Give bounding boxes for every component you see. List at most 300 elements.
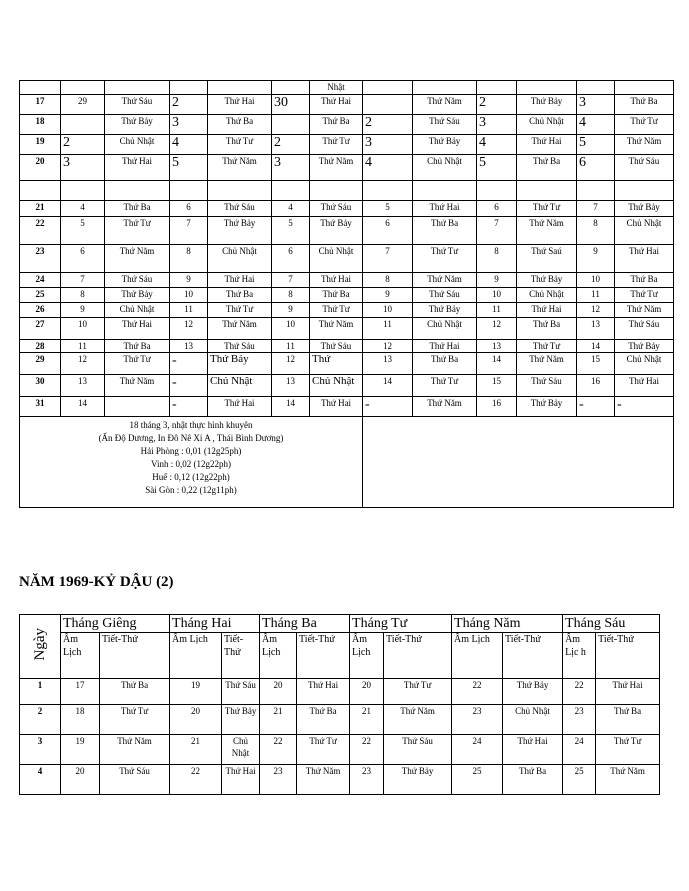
sub-header: Âm Lịch (61, 633, 100, 679)
day-cell: 2 (20, 705, 61, 735)
table-cell: Chủ Nhật (208, 375, 272, 397)
sub-header-row (20, 633, 660, 679)
table-cell: Thứ Sáu (105, 95, 170, 115)
table-cell: Thứ Sáu (222, 679, 260, 705)
table-cell: 18 (61, 705, 100, 735)
table-cell: Thứ Tư (517, 201, 577, 217)
table-cell: 9 (577, 245, 615, 273)
table-row (20, 397, 674, 417)
table-cell: 19 (61, 735, 100, 765)
table-cell: 10 (170, 288, 208, 303)
table-cell: 22 (350, 735, 384, 765)
table-cell: Chủ Nhật (517, 115, 577, 135)
table-cell: Thứ Sáu (310, 201, 363, 217)
table-cell: Thứ Ba (105, 201, 170, 217)
table-cell (363, 81, 413, 95)
table-cell: Thứ Ba (615, 273, 674, 288)
table-cell: 3 (477, 115, 517, 135)
table-cell: Thứ Ba (310, 288, 363, 303)
table-cell: 5 (272, 217, 310, 245)
calendar-table-part2 (19, 614, 660, 795)
table-cell (310, 181, 363, 201)
table-cell: Thứ Năm (615, 303, 674, 318)
table-cell: Thứ Ba (100, 679, 170, 705)
table-cell: Thứ Bảy (615, 201, 674, 217)
day-header-label: Ngày (31, 627, 48, 661)
table-cell: Thứ (310, 353, 363, 375)
month-header: Tháng Giêng (61, 615, 170, 633)
table-cell: Thứ Sáu (384, 735, 452, 765)
table-row (20, 765, 660, 795)
table-cell: Chủ Nhật (615, 217, 674, 245)
day-cell: 25 (20, 288, 61, 303)
note-row (20, 417, 674, 508)
day-cell: 18 (20, 115, 61, 135)
table-cell: 8 (363, 273, 413, 288)
table-cell: 6 (477, 201, 517, 217)
table-row (20, 735, 660, 765)
table-cell: Thứ Bảy (615, 340, 674, 353)
table-cell: 7 (577, 201, 615, 217)
day-cell: 1 (20, 679, 61, 705)
table-cell: 23 (563, 705, 596, 735)
table-cell: Thứ Hai (310, 273, 363, 288)
table-cell: - (170, 375, 208, 397)
table-cell: Thứ Tư (105, 353, 170, 375)
table-cell: 8 (577, 217, 615, 245)
table-cell: 4 (363, 155, 413, 181)
sub-header: Âm Lịc h (563, 633, 596, 679)
calendar-table-part1 (19, 80, 674, 508)
table-cell: 7 (170, 217, 208, 245)
sub-header: Âm Lịch (452, 633, 503, 679)
table-cell: 23 (452, 705, 503, 735)
table-cell: 3 (577, 95, 615, 115)
table-cell (363, 181, 413, 201)
table-cell: 10 (577, 273, 615, 288)
table-cell: 21 (170, 735, 222, 765)
table-cell: 4 (61, 201, 105, 217)
table-cell: - (615, 397, 674, 417)
table-cell (615, 181, 674, 201)
table-cell: Thứ Sáu (310, 340, 363, 353)
table-cell: Thứ Hai (222, 765, 260, 795)
table-cell: 20 (170, 705, 222, 735)
table-cell: 12 (61, 353, 105, 375)
table-cell: Thứ Sáu (208, 201, 272, 217)
table-row (20, 135, 674, 155)
table-cell: Chủ Nhật (413, 318, 477, 340)
table-cell (61, 115, 105, 135)
note-line: Vinh : 0,02 (12g22ph) (151, 459, 231, 469)
table-cell: Thứ Tư (615, 115, 674, 135)
table-cell: Thứ Bảy (208, 353, 272, 375)
table-cell (105, 81, 170, 95)
sub-header: Tiết-Thứ (384, 633, 452, 679)
table-cell: 7 (272, 273, 310, 288)
table-cell (272, 115, 310, 135)
table-row (20, 155, 674, 181)
day-cell (20, 81, 61, 95)
table-row (20, 705, 660, 735)
day-cell (20, 181, 61, 201)
table-cell: Chủ Nhật (208, 245, 272, 273)
note-line: 18 tháng 3, nhật thực hình khuyên (129, 420, 253, 430)
table-cell: 23 (350, 765, 384, 795)
table-cell: 23 (260, 765, 297, 795)
table-cell: Chủ Nhật (105, 303, 170, 318)
table-cell: 14 (477, 353, 517, 375)
table-cell: Chủ Nhật (310, 375, 363, 397)
table-cell: 6 (272, 245, 310, 273)
table-cell: Thứ Hai (615, 375, 674, 397)
table-cell: 14 (577, 340, 615, 353)
table-cell: Thứ Ba (413, 217, 477, 245)
month-header: Tháng Hai (170, 615, 260, 633)
day-cell: 21 (20, 201, 61, 217)
table-cell: 5 (170, 155, 208, 181)
table-cell: Thứ Bảy (517, 397, 577, 417)
table-cell: Chủ Nhật (503, 705, 563, 735)
table-cell (517, 181, 577, 201)
table-cell: 20 (260, 679, 297, 705)
table-cell (477, 181, 517, 201)
table-cell (208, 181, 272, 201)
sub-header: Tiết-Thứ (222, 633, 260, 679)
table-cell: 13 (363, 353, 413, 375)
table-cell: Thứ Ba (208, 288, 272, 303)
table-cell: Thứ Ba (517, 318, 577, 340)
table-cell: Thứ Sáu (208, 340, 272, 353)
table-cell: Thứ Bảy (105, 288, 170, 303)
table-row (20, 353, 674, 375)
table-cell: 8 (170, 245, 208, 273)
table-row (20, 201, 674, 217)
table-cell (413, 81, 477, 95)
table-cell: Thứ Bảy (413, 135, 477, 155)
table-cell: Thứ Năm (517, 353, 577, 375)
day-cell: 29 (20, 353, 61, 375)
table-cell: Thứ Bảy (208, 217, 272, 245)
day-cell: 26 (20, 303, 61, 318)
table-cell: Thứ Sáu (100, 765, 170, 795)
table-cell: Chủ Nhật (222, 735, 260, 765)
table-cell: Thứ Năm (596, 765, 660, 795)
month-header-row (20, 615, 660, 633)
table-cell: 4 (577, 115, 615, 135)
table-row (20, 81, 674, 95)
table-cell: 24 (563, 735, 596, 765)
table-cell: 11 (170, 303, 208, 318)
table-cell: 14 (61, 397, 105, 417)
table-cell: 29 (61, 95, 105, 115)
day-cell: 30 (20, 375, 61, 397)
table-cell: Thứ Hai (310, 397, 363, 417)
table-cell: Thứ Tư (310, 135, 363, 155)
table-cell: 16 (477, 397, 517, 417)
table-cell: 11 (577, 288, 615, 303)
day-cell: 3 (20, 735, 61, 765)
table-cell (61, 181, 105, 201)
table-cell: 4 (477, 135, 517, 155)
table-cell: Thứ Saú (517, 245, 577, 273)
month-header: Tháng Sáu (563, 615, 660, 633)
table-cell (105, 397, 170, 417)
table-cell: Thứ Hai (310, 95, 363, 115)
table-cell: 13 (272, 375, 310, 397)
table-cell: Thứ Tư (384, 679, 452, 705)
table-cell (517, 81, 577, 95)
table-row (20, 217, 674, 245)
table-cell: 5 (363, 201, 413, 217)
table-cell: - (170, 353, 208, 375)
table-cell: 10 (363, 303, 413, 318)
table-cell (272, 181, 310, 201)
table-cell: Thứ Bảy (503, 679, 563, 705)
table-cell: 7 (61, 273, 105, 288)
table-row (20, 245, 674, 273)
table-cell: 11 (477, 303, 517, 318)
table-cell: Thứ Bảy (517, 273, 577, 288)
table-cell: 13 (170, 340, 208, 353)
month-header: Tháng Ba (260, 615, 350, 633)
table-cell: 22 (170, 765, 222, 795)
table-cell: Thứ Ba (596, 705, 660, 735)
table-cell: 5 (477, 155, 517, 181)
sub-header: Âm Lịch (350, 633, 384, 679)
table-cell (615, 81, 674, 95)
table-cell: 3 (363, 135, 413, 155)
table-row (20, 340, 674, 353)
table-cell: 8 (272, 288, 310, 303)
section-title: NĂM 1969-KỶ DẬU (2) (19, 574, 174, 590)
table-cell: Thứ Hai (413, 201, 477, 217)
table-cell: Thứ Hai (503, 735, 563, 765)
table-cell: 15 (577, 353, 615, 375)
table-cell: Thứ Ba (208, 115, 272, 135)
table-cell: Thứ Bảy (105, 115, 170, 135)
table-cell: 25 (452, 765, 503, 795)
table-row (20, 95, 674, 115)
table-cell: Thứ Ba (413, 353, 477, 375)
month-header: Tháng Năm (452, 615, 563, 633)
table-cell: 6 (577, 155, 615, 181)
table-cell: Thứ Năm (517, 217, 577, 245)
table-cell: Thứ Tư (517, 340, 577, 353)
table-cell: 21 (260, 705, 297, 735)
sub-header: Âm Lịch (260, 633, 297, 679)
table-cell: 10 (61, 318, 105, 340)
table-row (20, 375, 674, 397)
table-cell: 22 (260, 735, 297, 765)
table-row (20, 181, 674, 201)
table-cell: Thứ Ba (297, 705, 350, 735)
table-cell: Thứ Ba (503, 765, 563, 795)
table-cell: 6 (363, 217, 413, 245)
table-cell: Thứ Hai (297, 679, 350, 705)
day-cell: 4 (20, 765, 61, 795)
table-cell (105, 181, 170, 201)
table-cell: Thứ Năm (310, 155, 363, 181)
table-row (20, 679, 660, 705)
table-cell: Thứ Hai (208, 273, 272, 288)
note-line: Sài Gòn : 0,22 (12g11ph) (145, 485, 237, 495)
table-cell: Thứ Năm (208, 155, 272, 181)
table-cell: Thứ Bảy (384, 765, 452, 795)
table-cell: 20 (350, 679, 384, 705)
table-cell: Thứ Bảy (222, 705, 260, 735)
table-cell: Thứ Sáu (413, 288, 477, 303)
table-cell: 7 (477, 217, 517, 245)
table-cell: Thứ Năm (208, 318, 272, 340)
sub-header: Tiết-Thứ (100, 633, 170, 679)
table-cell: 12 (577, 303, 615, 318)
table-cell: 15 (477, 375, 517, 397)
table-cell: Thứ Tư (413, 245, 477, 273)
empty-cell (363, 417, 674, 508)
table-cell: 20 (61, 765, 100, 795)
table-cell: 5 (61, 217, 105, 245)
table-cell: Thứ Hai (413, 340, 477, 353)
table-row (20, 288, 674, 303)
table-cell: Thứ Sáu (517, 375, 577, 397)
table-cell: Thứ Ba (615, 95, 674, 115)
table-cell: 2 (61, 135, 105, 155)
table-cell: 2 (363, 115, 413, 135)
table-cell: Thứ Tư (208, 135, 272, 155)
table-cell: Thứ Năm (100, 735, 170, 765)
day-cell: 27 (20, 318, 61, 340)
table-cell (170, 181, 208, 201)
day-cell: 22 (20, 217, 61, 245)
table-cell: - (577, 397, 615, 417)
table-cell: Thứ Hai (517, 303, 577, 318)
table-cell: 8 (477, 245, 517, 273)
day-cell: 28 (20, 340, 61, 353)
note-line: (Ấn Độ Dương, In Đô Nê Xi A , Thái Bình Dương) (98, 433, 284, 443)
table-cell: 11 (61, 340, 105, 353)
table-cell: 21 (350, 705, 384, 735)
table-cell: 25 (563, 765, 596, 795)
table-cell: Chủ Nhật (310, 245, 363, 273)
table-cell (577, 181, 615, 201)
eclipse-note (20, 417, 363, 508)
table-cell: Thứ Bảy (413, 303, 477, 318)
table-cell: Thứ Sáu (615, 155, 674, 181)
table-cell (577, 81, 615, 95)
table-cell: Thứ Ba (310, 115, 363, 135)
table-cell: 5 (577, 135, 615, 155)
note-line: Hải Phòng : 0,01 (12g25ph) (140, 446, 242, 456)
table-cell: Thứ Tư (310, 303, 363, 318)
table-cell: Thứ Năm (297, 765, 350, 795)
table-row (20, 303, 674, 318)
day-header (20, 615, 61, 679)
table-cell: - (170, 397, 208, 417)
table-cell: Thứ Tư (413, 375, 477, 397)
table-cell: - (363, 397, 413, 417)
table-cell: Thứ Hai (105, 318, 170, 340)
table-cell: 2 (477, 95, 517, 115)
table-cell: 10 (477, 288, 517, 303)
table-cell: Thứ Năm (413, 95, 477, 115)
table-cell: 9 (61, 303, 105, 318)
table-cell: 12 (477, 318, 517, 340)
table-cell: Thứ Tư (596, 735, 660, 765)
table-cell: Thứ Năm (413, 397, 477, 417)
table-cell: Thứ Hai (208, 397, 272, 417)
table-cell: Thứ Hai (208, 95, 272, 115)
table-cell: Thứ Bảy (517, 95, 577, 115)
table-cell: Thứ Tư (208, 303, 272, 318)
table-cell: Chủ Nhật (105, 135, 170, 155)
table-cell: Thứ Sáu (105, 273, 170, 288)
table-cell (272, 81, 310, 95)
table-cell: Thứ Hai (596, 679, 660, 705)
table-row (20, 318, 674, 340)
table-cell: Chủ Nhật (615, 353, 674, 375)
day-cell: 19 (20, 135, 61, 155)
table-cell: Thứ Năm (615, 135, 674, 155)
table-cell (413, 181, 477, 201)
table-cell: Thứ Hai (517, 135, 577, 155)
sub-header: Âm Lịch (170, 633, 222, 679)
table-cell: 2 (170, 95, 208, 115)
table-cell: Thứ Bảy (310, 217, 363, 245)
table-cell: 17 (61, 679, 100, 705)
table-cell: Thứ Ba (517, 155, 577, 181)
table-cell: Thứ Năm (310, 318, 363, 340)
table-cell: 9 (272, 303, 310, 318)
table-cell: Thứ Tư (100, 705, 170, 735)
day-cell: 20 (20, 155, 61, 181)
table-row (20, 115, 674, 135)
sub-header: Tiết-Thứ (503, 633, 563, 679)
table-cell: Thứ Năm (413, 273, 477, 288)
table-cell: Thứ Tư (105, 217, 170, 245)
table-row (20, 273, 674, 288)
day-cell: 31 (20, 397, 61, 417)
table-cell: 22 (563, 679, 596, 705)
table-cell: 2 (272, 135, 310, 155)
table-cell: Thứ Năm (384, 705, 452, 735)
table-cell: 7 (363, 245, 413, 273)
table-cell: 9 (363, 288, 413, 303)
table-cell: 12 (272, 353, 310, 375)
table-cell: Thứ Sáu (413, 115, 477, 135)
table-cell: Chủ Nhật (517, 288, 577, 303)
table-cell: 13 (61, 375, 105, 397)
sub-header: Tiết-Thứ (596, 633, 660, 679)
table-cell: 9 (170, 273, 208, 288)
table-cell: 13 (577, 318, 615, 340)
day-cell: 24 (20, 273, 61, 288)
table-cell: 11 (363, 318, 413, 340)
table-cell (208, 81, 272, 95)
table-cell: 24 (452, 735, 503, 765)
table-cell: 19 (170, 679, 222, 705)
table-cell: 3 (170, 115, 208, 135)
table-cell: 9 (477, 273, 517, 288)
table-cell: Thứ Tư (297, 735, 350, 765)
table-cell: 10 (272, 318, 310, 340)
table-cell: 14 (363, 375, 413, 397)
table-cell: Thứ Tư (615, 288, 674, 303)
table-cell (170, 81, 208, 95)
table-cell: Thứ Ba (105, 340, 170, 353)
table-cell (477, 81, 517, 95)
table-cell: 3 (272, 155, 310, 181)
